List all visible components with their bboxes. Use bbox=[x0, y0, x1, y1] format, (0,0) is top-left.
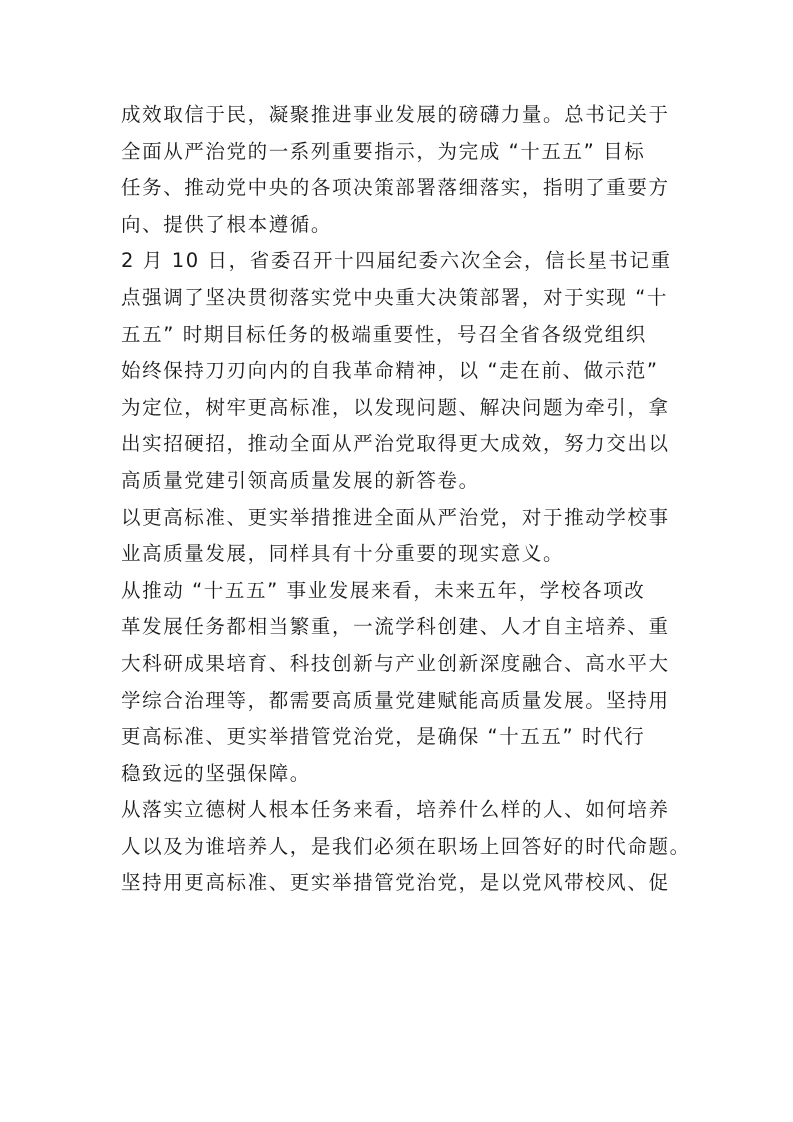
text-line: 以更高标准、更实举措推进全面从严治党，对于推动学校事 bbox=[121, 505, 670, 529]
text-line: 从推动 “十五五” 事业发展来看，未来五年，学校各项改 bbox=[121, 578, 646, 602]
text-line: 始终保持刀刃向内的自我革命精神，以 “走在前、做示范” bbox=[121, 359, 659, 383]
text-line: 向、提供了根本遵循。 bbox=[121, 212, 333, 236]
text-line: 2 月 10 日，省委召开十四届纪委六次全会，信长星书记重 bbox=[121, 249, 672, 273]
text-line: 出实招硬招，推动全面从严治党取得更大成效，努力交出以 bbox=[121, 432, 670, 456]
text-line: 任务、推动党中央的各项决策部署落细落实，指明了重要方 bbox=[121, 176, 670, 200]
text-line: 革发展任务都相当繁重，一流学科创建、人才自主培养、重 bbox=[121, 615, 670, 639]
text-line: 学综合治理等，都需要高质量党建赋能高质量发展。坚持用 bbox=[121, 688, 670, 712]
text-line: 全面从严治党的一系列重要指示，为完成 “十五五” 目标 bbox=[121, 139, 646, 163]
text-line: 人以及为谁培养人，是我们必须在职场上回答好的时代命题。 bbox=[121, 834, 691, 858]
text-line: 五五” 时期目标任务的极端重要性，号召全省各级党组织 bbox=[121, 322, 647, 346]
text-line: 为定位，树牢更高标准，以发现问题、解决问题为牵引，拿 bbox=[121, 395, 670, 419]
text-line: 稳致远的坚强保障。 bbox=[121, 761, 311, 785]
text-line: 高质量党建引领高质量发展的新答卷。 bbox=[121, 468, 480, 492]
text-line: 从落实立德树人根本任务来看，培养什么样的人、如何培养 bbox=[121, 798, 670, 822]
text-line: 业高质量发展，同样具有十分重要的现实意义。 bbox=[121, 542, 565, 566]
text-line: 坚持用更高标准、更实举措管党治党，是以党风带校风、促 bbox=[121, 871, 670, 895]
text-line: 更高标准、更实举措管党治党，是确保 “十五五” 时代行 bbox=[121, 725, 646, 749]
text-line: 大科研成果培育、科技创新与产业创新深度融合、高水平大 bbox=[121, 651, 670, 675]
document-body bbox=[121, 97, 691, 902]
text-line: 点强调了坚决贯彻落实党中央重大决策部署，对于实现 “十 bbox=[121, 285, 669, 309]
text-line: 成效取信于民，凝聚推进事业发展的磅礴力量。总书记关于 bbox=[121, 103, 670, 126]
